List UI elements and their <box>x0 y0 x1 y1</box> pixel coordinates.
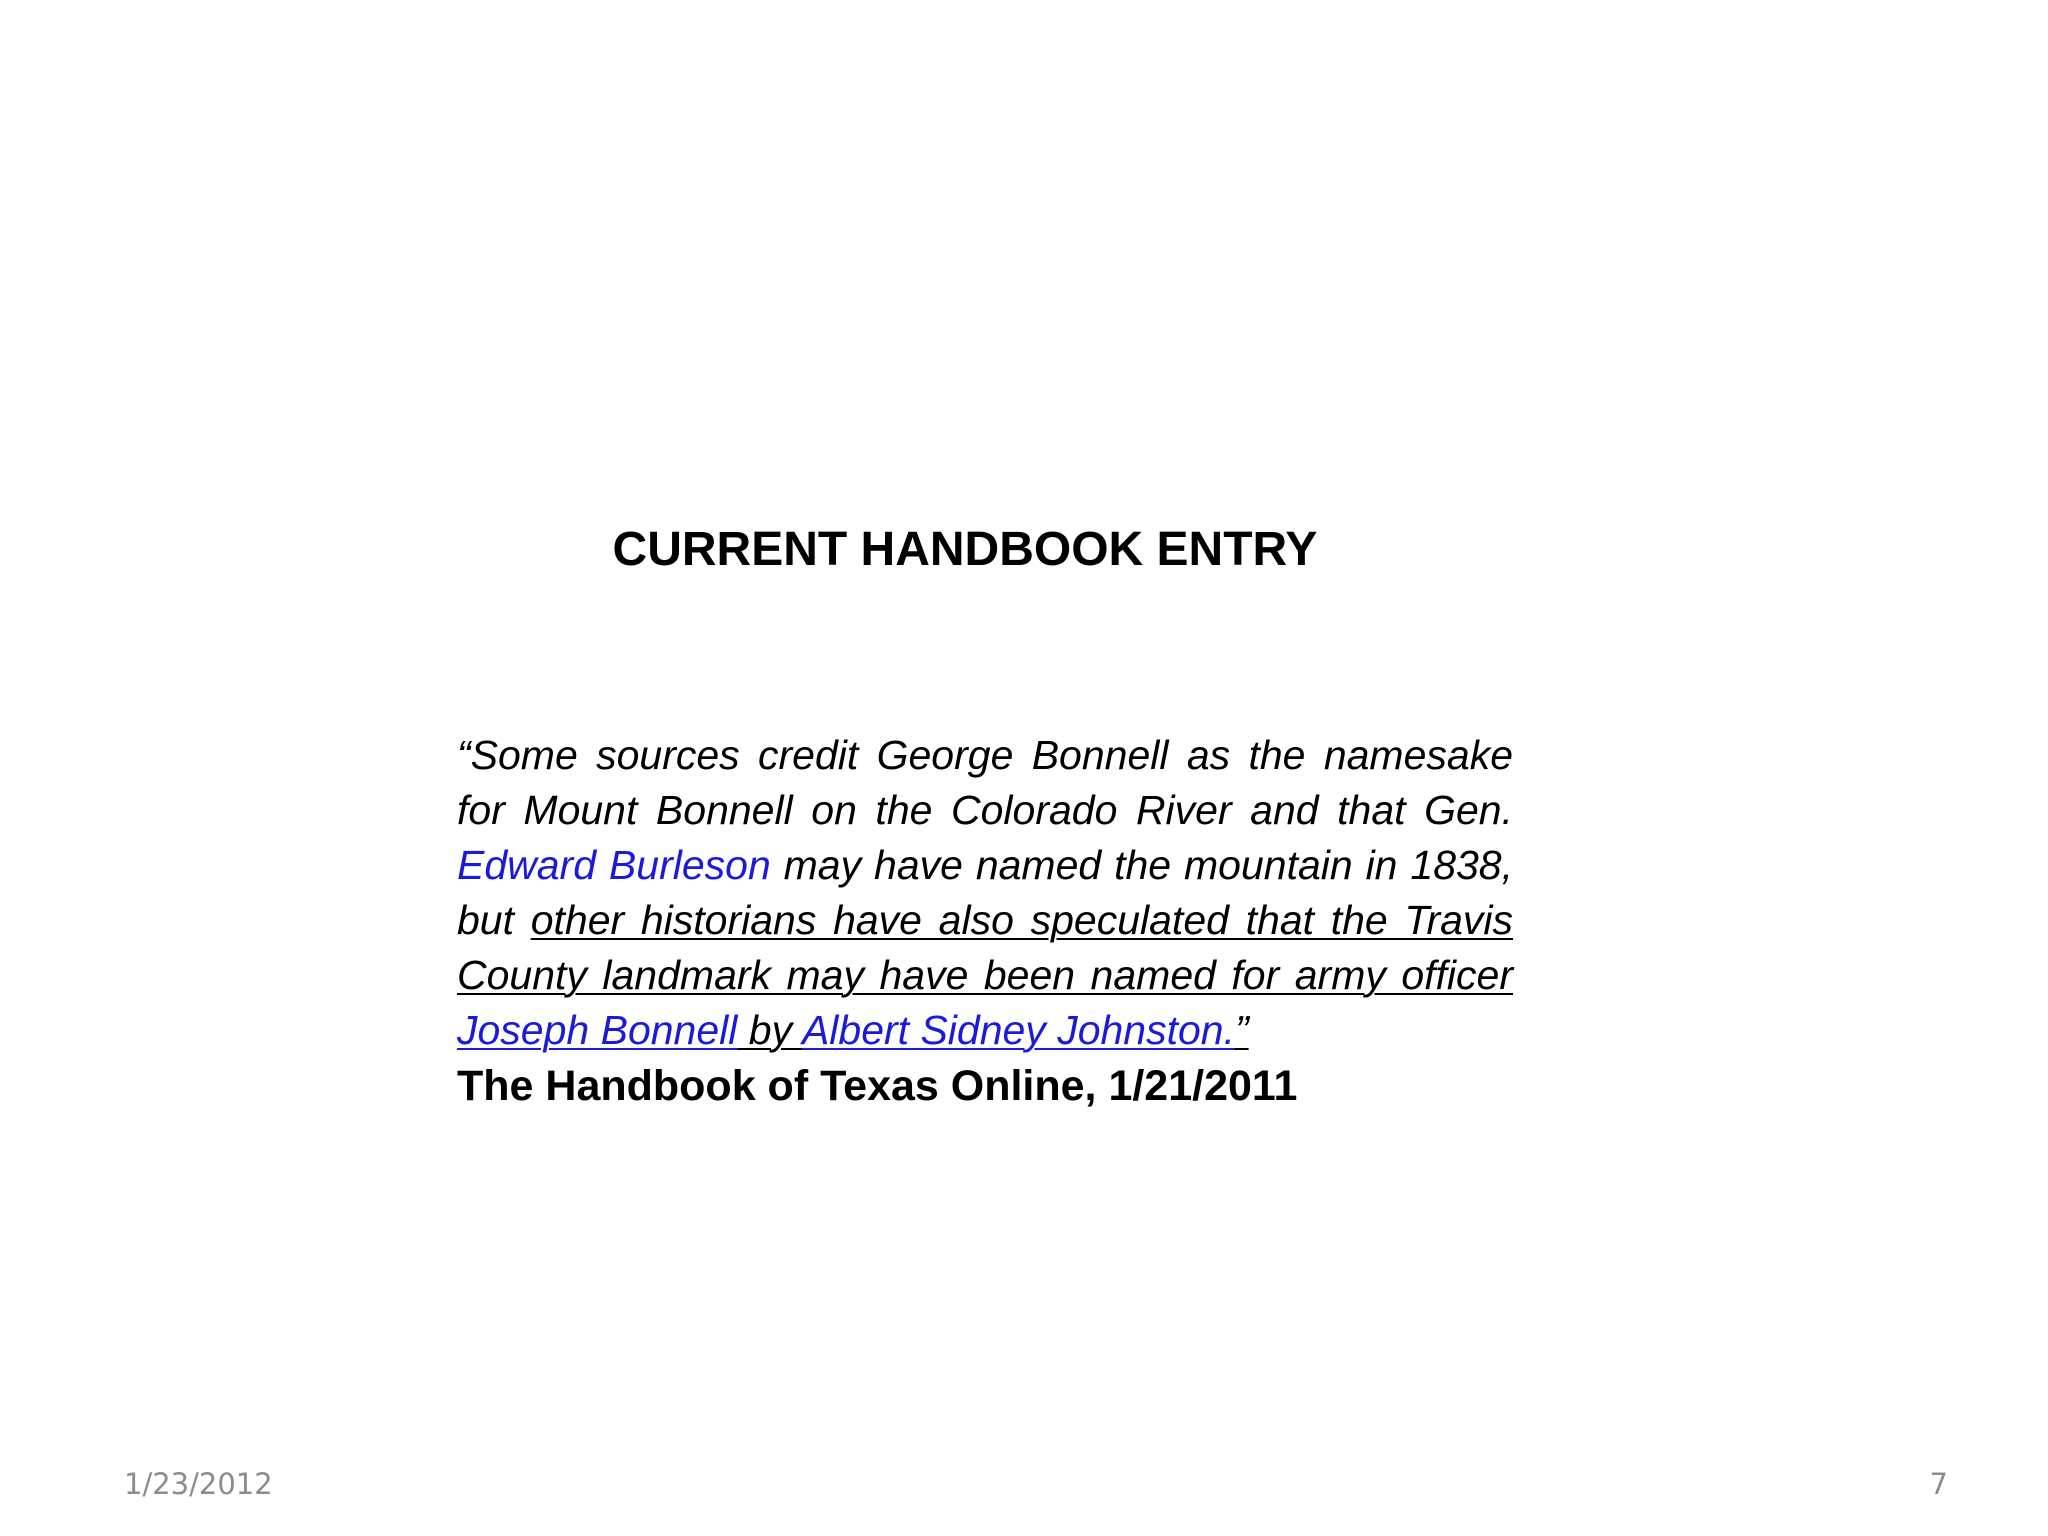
link-joseph-bonnell[interactable]: Joseph Bonnell <box>457 1007 738 1053</box>
quote-block <box>457 728 1513 1114</box>
quote-underlined-text-2: by <box>737 1007 802 1053</box>
quote-text-1: “Some sources credit George Bonnell as the namesake for Mount Bonnell on the Colorado River and that Gen. <box>457 732 1513 833</box>
footer-page-number: 7 <box>1929 1467 1948 1501</box>
quote-text-2: may have named the mountain in 1838, but <box>457 842 1513 943</box>
quote-underlined-text-1: other historians have also speculated that the Travis County landmark may have been named for army officer <box>457 897 1514 998</box>
slide-title: CURRENT HANDBOOK ENTRY <box>612 523 1318 576</box>
link-edward-burleson[interactable]: Edward Burleson <box>457 842 771 888</box>
handbook-quote <box>457 728 1513 1058</box>
quote-source: The Handbook of Texas Online, 1/21/2011 <box>457 1062 1298 1110</box>
quote-closing-mark: ” <box>1235 1007 1249 1053</box>
footer-date: 1/23/2012 <box>124 1467 273 1501</box>
link-albert-sidney-johnston[interactable]: Albert Sidney Johnston. <box>801 1007 1235 1053</box>
